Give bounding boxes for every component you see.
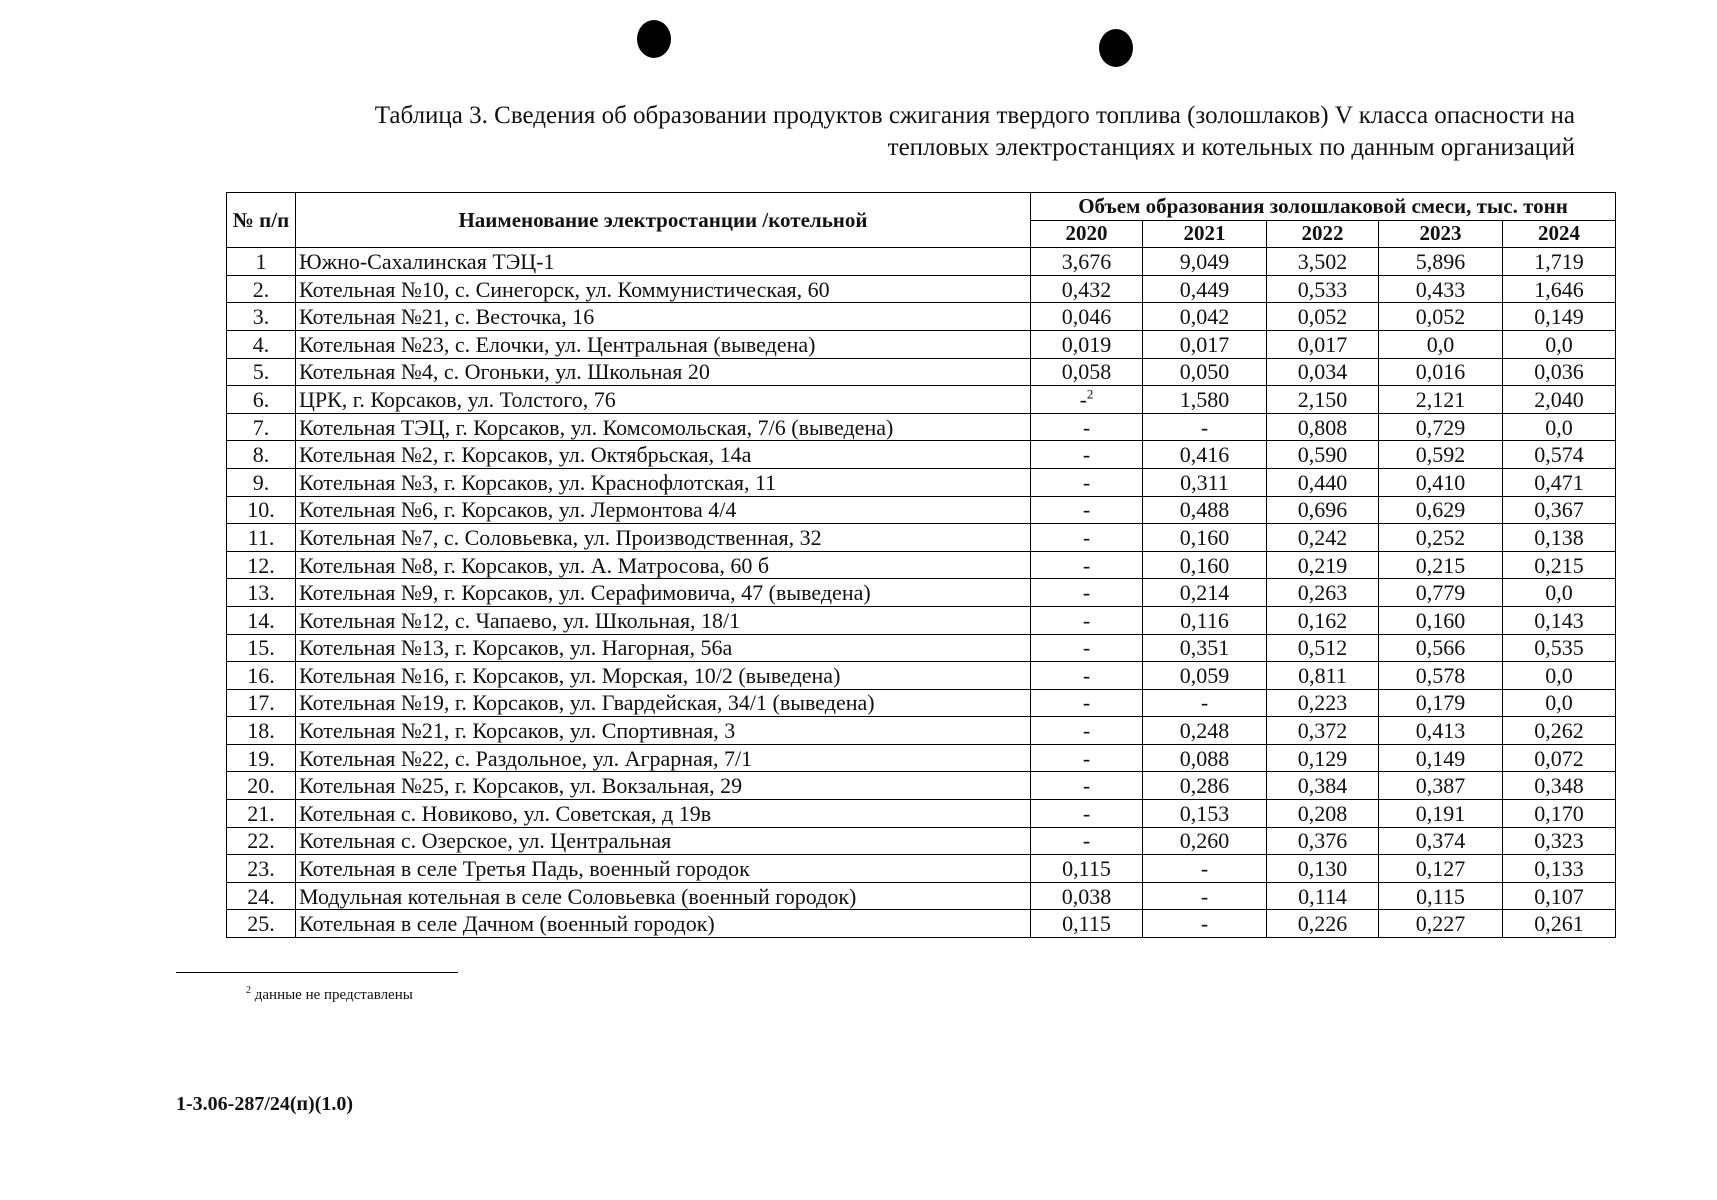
table-row bbox=[227, 662, 1616, 690]
table-row bbox=[227, 855, 1616, 883]
volume-value-2024: 0,107 bbox=[1503, 882, 1616, 910]
table-row bbox=[227, 413, 1616, 441]
volume-value-2024: 0,215 bbox=[1503, 551, 1616, 579]
volume-value-2022: 0,376 bbox=[1267, 827, 1379, 855]
volume-value-2023: 0,433 bbox=[1379, 275, 1503, 303]
table-row bbox=[227, 358, 1616, 386]
volume-value-2022: 0,226 bbox=[1267, 910, 1379, 938]
volume-value-2024: 0,471 bbox=[1503, 468, 1616, 496]
volume-value-2024: 0,535 bbox=[1503, 634, 1616, 662]
table-title-line-1: Таблица 3. Сведения об образовании продуктов сжигания твердого топлива (золошлаков) V класса опасности на bbox=[374, 102, 1575, 129]
station-name: Котельная №4, с. Огоньки, ул. Школьная 20 bbox=[296, 358, 1031, 386]
volume-value-2021: 0,311 bbox=[1143, 468, 1267, 496]
volume-value-2020: - bbox=[1031, 441, 1143, 469]
volume-value-2023: 0,252 bbox=[1379, 524, 1503, 552]
volume-value-2020: - bbox=[1031, 717, 1143, 745]
volume-value-2022: 0,052 bbox=[1267, 303, 1379, 331]
row-number: 19. bbox=[227, 744, 296, 772]
row-number: 8. bbox=[227, 441, 296, 469]
header-volume-group: Объем образования золошлаковой смеси, тыс. тонн bbox=[1031, 193, 1616, 221]
footnote-text: данные не представлены bbox=[254, 987, 413, 1003]
volume-value-2024: 1,719 bbox=[1503, 248, 1616, 276]
volume-value-2023: 5,896 bbox=[1379, 248, 1503, 276]
header-name: Наименование электростанции /котельной bbox=[296, 193, 1031, 248]
table-row bbox=[227, 579, 1616, 607]
volume-value-2021: 0,214 bbox=[1143, 579, 1267, 607]
table-row bbox=[227, 468, 1616, 496]
table-row bbox=[227, 524, 1616, 552]
table-row bbox=[227, 275, 1616, 303]
volume-value-2022: 0,034 bbox=[1267, 358, 1379, 386]
volume-value-2024: 0,367 bbox=[1503, 496, 1616, 524]
station-name: Котельная с. Озерское, ул. Центральная bbox=[296, 827, 1031, 855]
row-number: 1 bbox=[227, 248, 296, 276]
volume-value-2020: 0,058 bbox=[1031, 358, 1143, 386]
volume-value-2024: 0,0 bbox=[1503, 689, 1616, 717]
station-name: Котельная №3, г. Корсаков, ул. Краснофлотская, 11 bbox=[296, 468, 1031, 496]
volume-value-2020: - bbox=[1031, 827, 1143, 855]
station-name: Котельная №10, с. Синегорск, ул. Коммунистическая, 60 bbox=[296, 275, 1031, 303]
volume-value-2023: 0,387 bbox=[1379, 772, 1503, 800]
volume-value-2022: 0,219 bbox=[1267, 551, 1379, 579]
volume-value-2023: 0,566 bbox=[1379, 634, 1503, 662]
volume-value-2020: - bbox=[1031, 496, 1143, 524]
volume-value-2022: 0,130 bbox=[1267, 855, 1379, 883]
volume-value-2023: 0,779 bbox=[1379, 579, 1503, 607]
volume-value-2022: 0,223 bbox=[1267, 689, 1379, 717]
ash-slag-table bbox=[226, 192, 1616, 938]
volume-value-2021: 1,580 bbox=[1143, 386, 1267, 414]
station-name: Котельная №23, с. Елочки, ул. Центральная (выведена) bbox=[296, 330, 1031, 358]
row-number: 24. bbox=[227, 882, 296, 910]
volume-value-2022: 0,263 bbox=[1267, 579, 1379, 607]
volume-value-2021: 0,160 bbox=[1143, 551, 1267, 579]
volume-value-2022: 0,208 bbox=[1267, 800, 1379, 828]
volume-value-2020: 0,038 bbox=[1031, 882, 1143, 910]
volume-value-2021: 0,088 bbox=[1143, 744, 1267, 772]
table-row bbox=[227, 248, 1616, 276]
table-row bbox=[227, 717, 1616, 745]
volume-value-2023: 0,179 bbox=[1379, 689, 1503, 717]
volume-value-2021: 0,153 bbox=[1143, 800, 1267, 828]
station-name: Котельная №12, с. Чапаево, ул. Школьная, 18/1 bbox=[296, 606, 1031, 634]
volume-value-2024: 0,138 bbox=[1503, 524, 1616, 552]
volume-value-2021: - bbox=[1143, 689, 1267, 717]
volume-value-2022: 0,114 bbox=[1267, 882, 1379, 910]
volume-value-2022: 3,502 bbox=[1267, 248, 1379, 276]
volume-value-2023: 0,191 bbox=[1379, 800, 1503, 828]
row-number: 21. bbox=[227, 800, 296, 828]
station-name: Котельная №2, г. Корсаков, ул. Октябрьская, 14а bbox=[296, 441, 1031, 469]
volume-value-2021: 0,160 bbox=[1143, 524, 1267, 552]
volume-value-2020: 0,115 bbox=[1031, 910, 1143, 938]
volume-value-2021: 9,049 bbox=[1143, 248, 1267, 276]
volume-value-2023: 0,729 bbox=[1379, 413, 1503, 441]
table-row bbox=[227, 386, 1616, 414]
station-name: Южно-Сахалинская ТЭЦ-1 bbox=[296, 248, 1031, 276]
station-name: Котельная №21, с. Весточка, 16 bbox=[296, 303, 1031, 331]
volume-value-2024: 0,072 bbox=[1503, 744, 1616, 772]
volume-value-2023: 0,215 bbox=[1379, 551, 1503, 579]
volume-value-2020: - bbox=[1031, 689, 1143, 717]
volume-value-2021: 0,116 bbox=[1143, 606, 1267, 634]
volume-value-2020: - bbox=[1031, 662, 1143, 690]
volume-value-2024: 0,143 bbox=[1503, 606, 1616, 634]
volume-value-2024: 0,323 bbox=[1503, 827, 1616, 855]
station-name: Модульная котельная в селе Соловьевка (военный городок) bbox=[296, 882, 1031, 910]
row-number: 15. bbox=[227, 634, 296, 662]
volume-value-2023: 0,052 bbox=[1379, 303, 1503, 331]
volume-value-2023: 0,016 bbox=[1379, 358, 1503, 386]
station-name: Котельная №6, г. Корсаков, ул. Лермонтова 4/4 bbox=[296, 496, 1031, 524]
volume-value-2023: 0,410 bbox=[1379, 468, 1503, 496]
station-name: Котельная №21, г. Корсаков, ул. Спортивная, 3 bbox=[296, 717, 1031, 745]
volume-value-2024: 1,646 bbox=[1503, 275, 1616, 303]
volume-value-2021: 0,248 bbox=[1143, 717, 1267, 745]
volume-value-2024: 0,574 bbox=[1503, 441, 1616, 469]
volume-value-2021: 0,017 bbox=[1143, 330, 1267, 358]
volume-value-2022: 0,384 bbox=[1267, 772, 1379, 800]
volume-value-2022: 0,162 bbox=[1267, 606, 1379, 634]
volume-value-2024: 0,036 bbox=[1503, 358, 1616, 386]
volume-value-2023: 0,160 bbox=[1379, 606, 1503, 634]
row-number: 2. bbox=[227, 275, 296, 303]
volume-value-2020: 0,046 bbox=[1031, 303, 1143, 331]
header-year: 2022 bbox=[1267, 220, 1379, 248]
row-number: 16. bbox=[227, 662, 296, 690]
volume-value-2024: 0,149 bbox=[1503, 303, 1616, 331]
header-year: 2023 bbox=[1379, 220, 1503, 248]
footnote-divider bbox=[176, 972, 458, 973]
row-number: 20. bbox=[227, 772, 296, 800]
table-row bbox=[227, 330, 1616, 358]
volume-value-2023: 0,127 bbox=[1379, 855, 1503, 883]
volume-value-2023: 0,374 bbox=[1379, 827, 1503, 855]
table-row bbox=[227, 827, 1616, 855]
volume-value-2021: - bbox=[1143, 855, 1267, 883]
station-name: Котельная №25, г. Корсаков, ул. Вокзальная, 29 bbox=[296, 772, 1031, 800]
volume-value-2024: 0,170 bbox=[1503, 800, 1616, 828]
volume-value-2022: 0,129 bbox=[1267, 744, 1379, 772]
volume-value-2021: - bbox=[1143, 413, 1267, 441]
volume-value-2024: 0,262 bbox=[1503, 717, 1616, 745]
table-row bbox=[227, 800, 1616, 828]
table-row bbox=[227, 744, 1616, 772]
station-name: Котельная №19, г. Корсаков, ул. Гвардейская, 34/1 (выведена) bbox=[296, 689, 1031, 717]
volume-value-2020: - bbox=[1031, 551, 1143, 579]
station-name: Котельная в селе Третья Падь, военный городок bbox=[296, 855, 1031, 883]
row-number: 22. bbox=[227, 827, 296, 855]
table-row bbox=[227, 496, 1616, 524]
punch-hole-mark-left bbox=[637, 20, 671, 58]
table-title bbox=[175, 100, 1575, 164]
volume-value-2021: 0,351 bbox=[1143, 634, 1267, 662]
station-name: Котельная №8, г. Корсаков, ул. А. Матросова, 60 б bbox=[296, 551, 1031, 579]
station-name: Котельная №22, с. Раздольное, ул. Аграрная, 7/1 bbox=[296, 744, 1031, 772]
table-title-line-2: тепловых электростанциях и котельных по данным организаций bbox=[887, 134, 1575, 161]
table-row bbox=[227, 772, 1616, 800]
row-number: 14. bbox=[227, 606, 296, 634]
volume-value-2021: 0,488 bbox=[1143, 496, 1267, 524]
volume-value-2024: 0,0 bbox=[1503, 330, 1616, 358]
row-number: 6. bbox=[227, 386, 296, 414]
row-number: 4. bbox=[227, 330, 296, 358]
table-row bbox=[227, 606, 1616, 634]
volume-value-2024: 0,261 bbox=[1503, 910, 1616, 938]
header-year: 2024 bbox=[1503, 220, 1616, 248]
row-number: 17. bbox=[227, 689, 296, 717]
footnote-ref-mark: 2 bbox=[1086, 386, 1094, 402]
volume-value-2021: 0,050 bbox=[1143, 358, 1267, 386]
header-year: 2021 bbox=[1143, 220, 1267, 248]
volume-value-2020: - bbox=[1031, 634, 1143, 662]
footnote-mark: 2 bbox=[246, 985, 251, 996]
station-name: Котельная с. Новиково, ул. Советская, д 19в bbox=[296, 800, 1031, 828]
volume-value-2023: 0,592 bbox=[1379, 441, 1503, 469]
volume-value-2021: - bbox=[1143, 910, 1267, 938]
row-number: 12. bbox=[227, 551, 296, 579]
station-name: Котельная в селе Дачном (военный городок) bbox=[296, 910, 1031, 938]
volume-value-2024: 0,0 bbox=[1503, 413, 1616, 441]
value-text: - bbox=[1079, 386, 1087, 412]
volume-value-2024: 0,133 bbox=[1503, 855, 1616, 883]
header-year: 2020 bbox=[1031, 220, 1143, 248]
volume-value-2023: 0,149 bbox=[1379, 744, 1503, 772]
row-number: 9. bbox=[227, 468, 296, 496]
station-name: Котельная №7, с. Соловьевка, ул. Производственная, 32 bbox=[296, 524, 1031, 552]
station-name: Котельная №9, г. Корсаков, ул. Серафимовича, 47 (выведена) bbox=[296, 579, 1031, 607]
volume-value-2022: 0,440 bbox=[1267, 468, 1379, 496]
volume-value-2022: 0,372 bbox=[1267, 717, 1379, 745]
volume-value-2020: - bbox=[1031, 606, 1143, 634]
station-name: Котельная №16, г. Корсаков, ул. Морская, 10/2 (выведена) bbox=[296, 662, 1031, 690]
volume-value-2021: 0,042 bbox=[1143, 303, 1267, 331]
volume-value-2022: 0,811 bbox=[1267, 662, 1379, 690]
volume-value-2020: - bbox=[1031, 524, 1143, 552]
row-number: 18. bbox=[227, 717, 296, 745]
volume-value-2023: 0,413 bbox=[1379, 717, 1503, 745]
volume-value-2020: 0,019 bbox=[1031, 330, 1143, 358]
row-number: 25. bbox=[227, 910, 296, 938]
volume-value-2020: - bbox=[1031, 800, 1143, 828]
volume-value-2023: 0,629 bbox=[1379, 496, 1503, 524]
station-name: Котельная ТЭЦ, г. Корсаков, ул. Комсомольская, 7/6 (выведена) bbox=[296, 413, 1031, 441]
table-row bbox=[227, 441, 1616, 469]
header-num: № п/п bbox=[227, 193, 296, 248]
volume-value-2021: 0,286 bbox=[1143, 772, 1267, 800]
volume-value-2020: - bbox=[1031, 468, 1143, 496]
row-number: 5. bbox=[227, 358, 296, 386]
station-name: ЦРК, г. Корсаков, ул. Толстого, 76 bbox=[296, 386, 1031, 414]
volume-value-2024: 0,0 bbox=[1503, 579, 1616, 607]
table-row bbox=[227, 910, 1616, 938]
footnote bbox=[246, 985, 413, 1004]
volume-value-2020: 0,115 bbox=[1031, 855, 1143, 883]
volume-value-2024: 0,348 bbox=[1503, 772, 1616, 800]
volume-value-2021: - bbox=[1143, 882, 1267, 910]
table-row bbox=[227, 634, 1616, 662]
volume-value-2022: 0,533 bbox=[1267, 275, 1379, 303]
volume-value-2022: 0,696 bbox=[1267, 496, 1379, 524]
table-row bbox=[227, 551, 1616, 579]
row-number: 10. bbox=[227, 496, 296, 524]
row-number: 23. bbox=[227, 855, 296, 883]
volume-value-2024: 0,0 bbox=[1503, 662, 1616, 690]
volume-value-2023: 0,227 bbox=[1379, 910, 1503, 938]
volume-value-2020 bbox=[1031, 386, 1143, 414]
row-number: 11. bbox=[227, 524, 296, 552]
volume-value-2020: - bbox=[1031, 413, 1143, 441]
volume-value-2021: 0,449 bbox=[1143, 275, 1267, 303]
volume-value-2022: 0,512 bbox=[1267, 634, 1379, 662]
volume-value-2022: 0,590 bbox=[1267, 441, 1379, 469]
volume-value-2022: 2,150 bbox=[1267, 386, 1379, 414]
row-number: 13. bbox=[227, 579, 296, 607]
table-row bbox=[227, 303, 1616, 331]
station-name: Котельная №13, г. Корсаков, ул. Нагорная, 56а bbox=[296, 634, 1031, 662]
volume-value-2024: 2,040 bbox=[1503, 386, 1616, 414]
volume-value-2023: 0,578 bbox=[1379, 662, 1503, 690]
volume-value-2021: 0,260 bbox=[1143, 827, 1267, 855]
volume-value-2020: - bbox=[1031, 744, 1143, 772]
volume-value-2021: 0,416 bbox=[1143, 441, 1267, 469]
table-row bbox=[227, 689, 1616, 717]
volume-value-2022: 0,808 bbox=[1267, 413, 1379, 441]
table-row bbox=[227, 882, 1616, 910]
punch-hole-mark-right bbox=[1099, 29, 1133, 67]
volume-value-2020: - bbox=[1031, 579, 1143, 607]
volume-value-2022: 0,242 bbox=[1267, 524, 1379, 552]
volume-value-2023: 0,0 bbox=[1379, 330, 1503, 358]
volume-value-2020: 0,432 bbox=[1031, 275, 1143, 303]
row-number: 3. bbox=[227, 303, 296, 331]
volume-value-2023: 2,121 bbox=[1379, 386, 1503, 414]
volume-value-2021: 0,059 bbox=[1143, 662, 1267, 690]
document-number: 1-3.06-287/24(п)(1.0) bbox=[176, 1093, 354, 1115]
volume-value-2020: - bbox=[1031, 772, 1143, 800]
row-number: 7. bbox=[227, 413, 296, 441]
table-body bbox=[227, 248, 1616, 938]
volume-value-2022: 0,017 bbox=[1267, 330, 1379, 358]
volume-value-2020: 3,676 bbox=[1031, 248, 1143, 276]
volume-value-2023: 0,115 bbox=[1379, 882, 1503, 910]
header-row-1 bbox=[227, 193, 1616, 221]
